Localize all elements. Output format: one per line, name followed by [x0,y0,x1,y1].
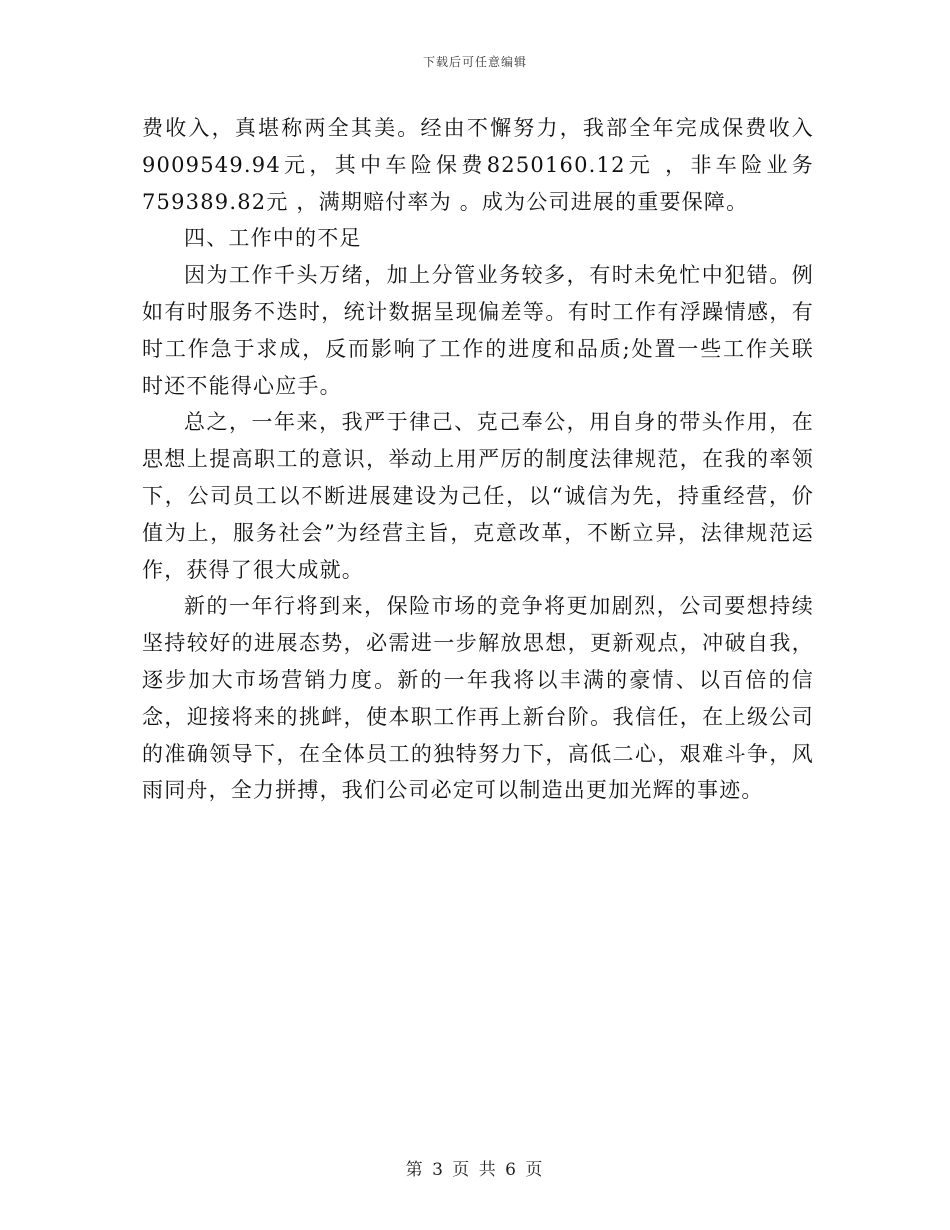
section-heading: 四、工作中的不足 [184,226,362,251]
page-header-note: 下载后可任意编辑 [422,55,527,69]
paragraph-continuation: 费收入，真堪称两全其美。经由不懈努力，我部全年完成保费收入9009549.94元，其中车险保费8250160.12元 ，非车险业务759389.82元 ，满期赔付率为 。成为公司进展的重要保障。 [142,116,814,214]
page-number-footer: 第 3 页 共 6 页 [405,1160,545,1180]
paragraph-shortcomings: 因为工作千头万绪，加上分管业务较多，有时未免忙中犯错。例如有时服务不迭时，统计数据呈现偏差等。有时工作有浮躁情感，有时工作急于求成，反而影响了工作的进度和品质;处置一些工作关联时还不能得心应手。 [142,263,814,398]
paragraph-summary: 总之，一年来，我严于律己、克己奉公，用自身的带头作用，在思想上提高职工的意识，举动上用严厉的制度法律规范，在我的率领下，公司员工以不断进展建设为己任，以“诚信为先，持重经营，价值为上，服务社会”为经营主旨，克意改革，不断立异，法律规范运作，获得了很大成就。 [142,410,814,582]
document-body [142,110,814,809]
paragraph-outlook: 新的一年行将到来，保险市场的竞争将更加剧烈，公司要想持续坚持较好的进展态势，必需进一步解放思想，更新观点，冲破自我，逐步加大市场营销力度。新的一年我将以丰满的豪情、以百倍的信念，迎接将来的挑衅，使本职工作再上新台阶。我信任，在上级公司的准确领导下，在全体员工的独特努力下，高低二心，艰难斗争，风雨同舟，全力拼搏，我们公司必定可以制造出更加光辉的事迹。 [142,594,814,803]
